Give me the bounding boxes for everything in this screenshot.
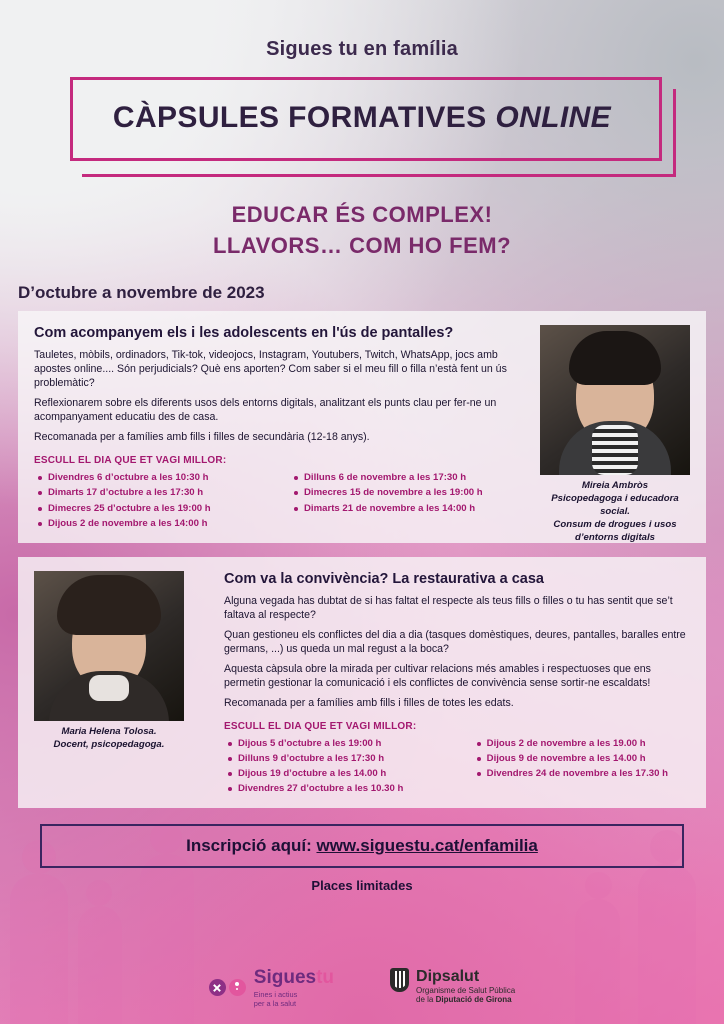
list-item[interactable]: Dijous 5 d’octubre a les 19:00 h [238, 736, 463, 751]
page-title-text: CÀPSULES FORMATIVES [112, 101, 496, 134]
list-item[interactable]: Dilluns 6 de novembre a les 17:30 h [304, 470, 514, 485]
session-1-title: Com acompanyem els i les adolescents en l'ús de pantalles? [34, 325, 454, 342]
poster-eyebrow: Sigues tu en família [266, 38, 458, 60]
presenter-2-name: Maria Helena Tolosa. [61, 725, 157, 737]
presenter-2-photo [34, 571, 184, 721]
session-1-paragraph-2: Reflexionarem sobre els diferents usos dels entorns digitals, analitzant els punts clau per fer-ne un acompanyament educatiu des de casa. [34, 397, 497, 424]
presenter-1-role-2: Consum de drogues i usos [553, 519, 677, 531]
presenter-1 [540, 325, 690, 545]
shield-icon [390, 968, 409, 992]
siguestu-logo-text [254, 968, 334, 1009]
poster-subtitle [0, 199, 724, 261]
session-card-2 [18, 557, 706, 808]
session-1-choose-label: ESCULL EL DIA QUE ET VAGI MILLOR: [34, 455, 227, 467]
session-2-dates-col-1 [224, 736, 463, 797]
list-item[interactable]: Dimecres 15 de novembre a les 19:00 h [304, 485, 514, 500]
siguestu-logo-name [254, 968, 334, 987]
session-2-title: Com va la convivència? La restaurativa a casa [224, 570, 544, 587]
subtitle-line-2: LLAVORS… COM HO FEM? [212, 233, 512, 259]
dipsalut-logo [390, 968, 515, 1005]
siguestu-logo-marks [209, 979, 246, 996]
dipsalut-subtitle-2 [416, 995, 515, 1004]
presenter-1-role-3: d’entorns digitals [575, 532, 655, 544]
footer-logos [0, 968, 724, 1009]
session-1-dates-col-1 [34, 470, 280, 531]
dipsalut-subtitle-1: Organisme de Salut Pública [416, 985, 516, 995]
presenter-1-photo [540, 325, 690, 475]
session-2-paragraph-3: Aquesta càpsula obre la mirada per cultivar relacions més amables i respectuoses que ens permetin gestionar la comunicació i els conflictes de convivència sense sortir-ne escaldats! [224, 662, 651, 689]
list-item[interactable]: Divendres 24 de novembre a les 17.30 h [487, 766, 690, 781]
list-item[interactable]: Dimarts 17 d’octubre a les 17:30 h [48, 485, 280, 500]
siguestu-name-part-2: tu [316, 966, 335, 988]
list-item[interactable]: Divendres 6 d’octubre a les 10:30 h [48, 470, 280, 485]
page-title-emphasis: ONLINE [495, 101, 612, 134]
registration-label: Inscripció aquí: [186, 836, 317, 856]
dipsalut-logo-text [416, 968, 515, 1005]
session-2-paragraph-2: Quan gestioneu els conflictes del dia a dia (tasques domèstiques, deures, pantalles, baralles entre germans, ...) us queda un mal regust a la boca? [224, 628, 686, 655]
list-item[interactable]: Dijous 2 de novembre a les 14:00 h [48, 516, 280, 531]
siguestu-tagline-2: per a la salut [253, 998, 297, 1008]
list-item[interactable]: Dimarts 21 de novembre a les 14:00 h [304, 501, 514, 516]
dipsalut-subtitle-2-bold: Diputació de Girona [435, 995, 512, 1005]
list-item[interactable]: Divendres 27 d’octubre a les 10.30 h [238, 781, 463, 796]
list-item[interactable]: Dijous 2 de novembre a les 19.00 h [487, 736, 690, 751]
registration-line [48, 836, 676, 856]
registration-box[interactable] [40, 824, 684, 868]
presenter-2-role-1: Docent, psicopedagoga. [53, 738, 165, 750]
presenter-1-caption [540, 480, 690, 545]
session-card-1 [18, 311, 706, 542]
page-title [48, 101, 676, 135]
cross-icon [209, 979, 226, 996]
dipsalut-name: Dipsalut [416, 967, 480, 985]
registration-link[interactable]: www.siguestu.cat/enfamilia [316, 836, 538, 856]
session-2-paragraph-1: Alguna vegada has dubtat de si has faltat el respecte als teus fills o filles o tu has sentit que se’t faltava al respecte? [224, 594, 673, 621]
dipsalut-subtitle-2-prefix: de la [416, 995, 436, 1005]
subtitle-line-1: EDUCAR ÉS COMPLEX! [231, 202, 493, 227]
list-item[interactable]: Dijous 9 de novembre a les 14.00 h [487, 751, 690, 766]
list-item[interactable]: Dijous 19 d’octubre a les 14.00 h [238, 766, 463, 781]
siguestu-name-part-1: Sigues [253, 966, 317, 988]
session-2-choose-label: ESCULL EL DIA QUE ET VAGI MILLOR: [224, 720, 417, 732]
title-frame [48, 77, 676, 177]
siguestu-tagline-1: Eines i actius [253, 989, 298, 999]
presenter-1-name: Mireia Ambròs [581, 480, 649, 492]
presenter-1-role-1: Psicopedagoga i educadora social. [551, 493, 679, 518]
siguestu-logo [209, 968, 334, 1009]
date-range: D’octubre a novembre de 2023 [18, 283, 265, 303]
session-2-paragraph-4: Recomanada per a famílies amb fills i filles de totes les edats. [224, 696, 514, 709]
presenter-2 [34, 571, 184, 752]
siguestu-tagline [254, 990, 334, 1009]
presenter-2-caption [34, 726, 184, 752]
session-1-dates-col-2 [290, 470, 514, 531]
session-1-paragraph-1: Tauletes, mòbils, ordinadors, Tik-tok, videojocs, Instagram, Youtubers, Twitch, WhatsApp, jocs amb apostes online.... Són perjudicials? Què ens aporten? Com saber si el meu fill o filla n’està fent un ús problemàtic? [34, 349, 507, 390]
list-item[interactable]: Dilluns 9 d’octubre a les 17:30 h [238, 751, 463, 766]
session-1-paragraph-3: Recomanada per a famílies amb fills i filles de secundària (12-18 anys). [34, 431, 370, 444]
person-icon [229, 979, 246, 996]
places-note: Places limitades [311, 878, 413, 894]
session-2-dates-col-2 [473, 736, 690, 797]
list-item[interactable]: Dimecres 25 d’octubre a les 19:00 h [48, 501, 280, 516]
